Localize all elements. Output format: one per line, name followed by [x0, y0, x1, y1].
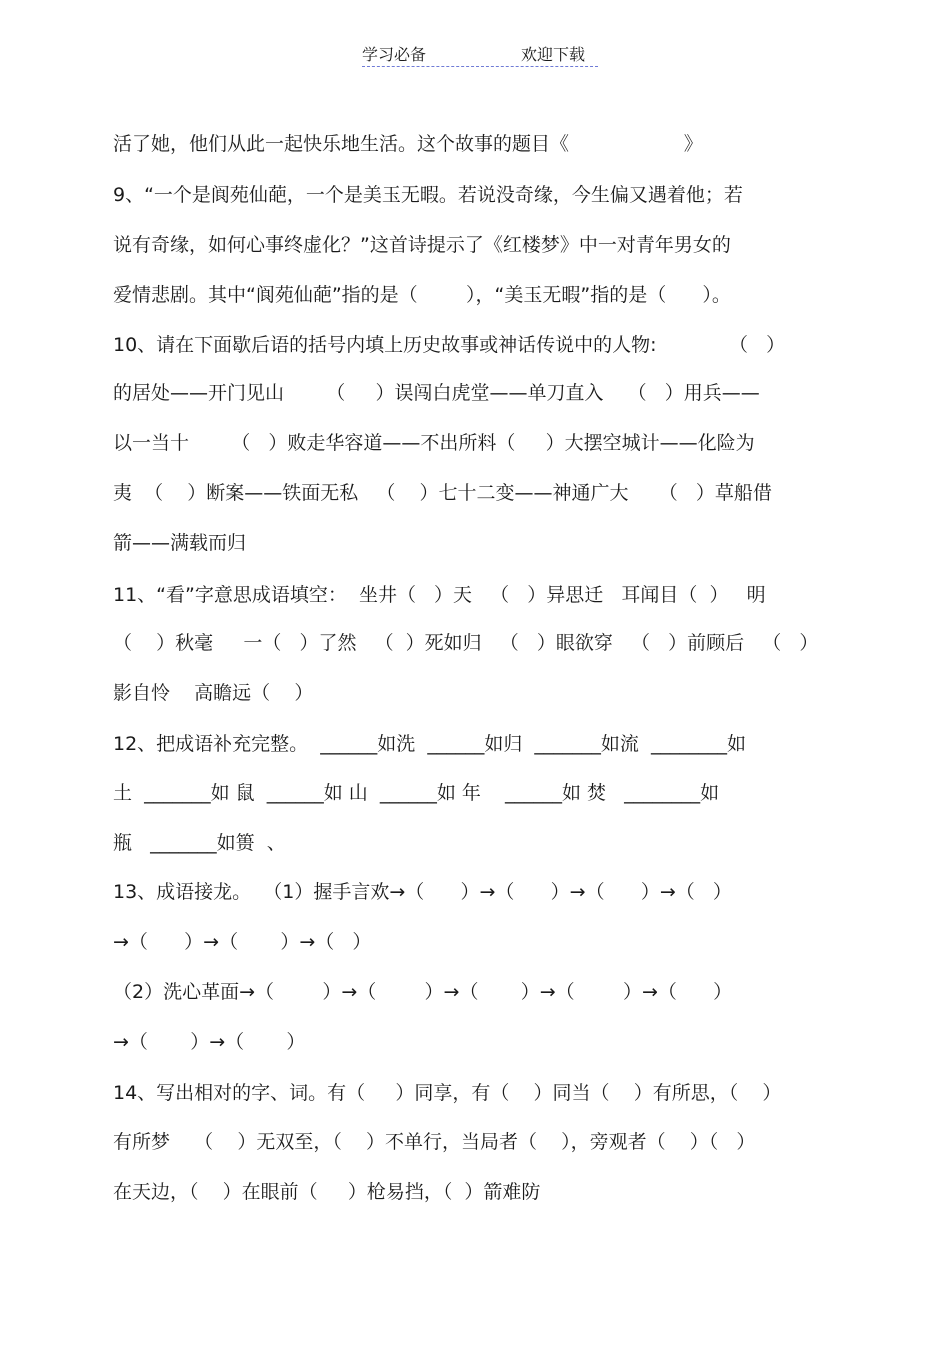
text-line: →（ ）→（ ）→（ ） — [113, 931, 372, 953]
question-13-line: 13、成语接龙。 （1）握手言欢→（ ）→（ ）→（ ）→（ ） — [113, 881, 732, 903]
text-line: 夷 （ ）断案——铁面无私 （ ）七十二变——神通广大 （ ）草船借 — [113, 482, 772, 504]
text-line: 影自怜 高瞻远（ ） — [113, 682, 314, 704]
question-12-line: 12、把成语补充完整。 ______如洗 ______如归 _______如流 ________如 — [113, 733, 746, 755]
header-right-text: 欢迎下载 — [521, 45, 586, 64]
text-line: 瓶 _______如篑 、 — [113, 832, 286, 854]
text-line: 在天边，（ ）在眼前（ ）枪易挡，（ ）箭难防 — [113, 1181, 541, 1203]
header-left-text: 学习必备 — [362, 45, 427, 64]
page-header — [362, 40, 598, 67]
text-line: 有所梦 （ ）无双至，（ ）不单行，当局者（ ），旁观者（ ）（ ） — [113, 1131, 756, 1153]
question-9-line: 9、“一个是阆苑仙葩，一个是美玉无暇。若说没奇缘，今生偏又遇着他；若 — [113, 184, 743, 206]
question-10-line: 10、请在下面歇后语的括号内填上历史故事或神话传说中的人物: （ ） — [113, 334, 786, 356]
text-line: 箭——满载而归 — [113, 532, 247, 554]
text-line: →（ ）→（ ） — [113, 1031, 306, 1053]
text-line: （2）洗心革面→（ ）→（ ）→（ ）→（ ）→（ ） — [113, 981, 733, 1003]
question-14-line: 14、写出相对的字、词。有（ ）同享，有（ ）同当（ ）有所思，（ ） — [113, 1082, 782, 1104]
text-line: 爱情悲剧。其中“阆苑仙葩”指的是（ ），“美玉无暇”指的是（ ）。 — [113, 284, 731, 306]
text-line: 说有奇缘，如何心事终虚化？”这首诗提示了《红楼梦》中一对青年男女的 — [113, 234, 731, 256]
text-line: 的居处——开门见山 （ ）误闯白虎堂——单刀直入 （ ）用兵—— — [113, 382, 760, 404]
text-line: 以一当十 （ ）败走华容道——不出所料（ ）大摆空城计——化险为 — [113, 432, 755, 454]
text-line: （ ）秋毫 一（ ）了然 （ ）死如归 （ ）眼欲穿 （ ）前顾后 （ ） — [113, 632, 819, 654]
text-line: 活了她，他们从此一起快乐地生活。这个故事的题目《 》 — [113, 133, 703, 155]
text-line: 土 _______如 鼠 ______如 山 ______如 年 ______如 焚 ________如 — [113, 782, 720, 804]
question-11-line: 11、“看”字意思成语填空： 坐井（ ）天 （ ）异思迁 耳闻目（ ） 明 — [113, 584, 766, 606]
